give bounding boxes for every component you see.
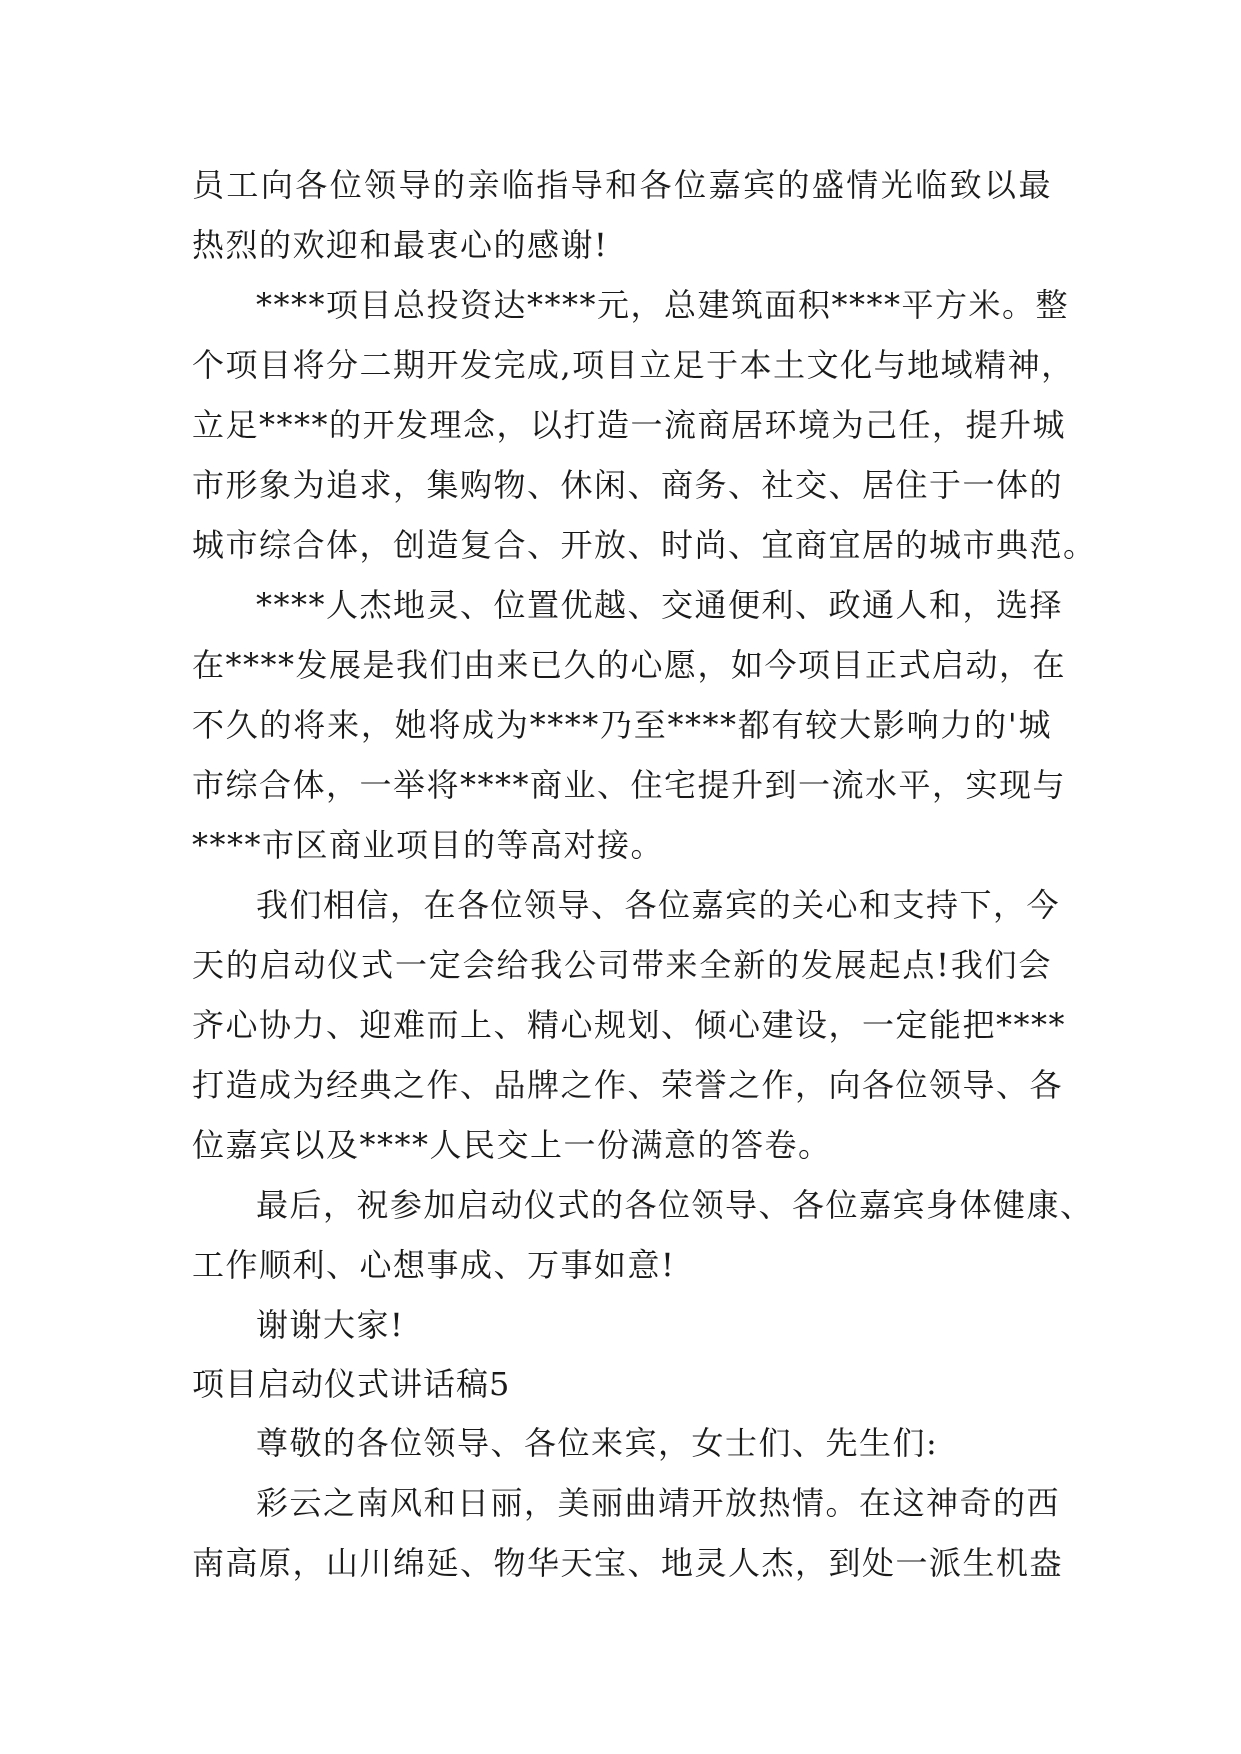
text-line: 员工向各位领导的亲临指导和各位嘉宾的盛情光临致以最 <box>192 166 1052 204</box>
salutation: 尊敬的各位领导、各位来宾，女士们、先生们: <box>256 1424 939 1462</box>
paragraph-first-line: 彩云之南风和日丽，美丽曲靖开放热情。在这神奇的西 <box>256 1484 1061 1522</box>
text-line: 市综合体，一举将****商业、住宅提升到一流水平，实现与 <box>192 766 1067 804</box>
section-title: 项目启动仪式讲话稿5 <box>192 1365 511 1403</box>
text-line: 城市综合体，创造复合、开放、时尚、宜商宜居的城市典范。 <box>192 526 1097 564</box>
text-line: 天的启动仪式一定会给我公司带来全新的发展起点!我们会 <box>192 946 1052 984</box>
closing-line: 谢谢大家! <box>256 1306 405 1344</box>
text-line: 在****发展是我们由来已久的心愿，如今项目正式启动，在 <box>192 646 1067 684</box>
text-line: 热烈的欢迎和最衷心的感谢! <box>192 226 609 264</box>
text-line: 市形象为追求，集购物、休闲、商务、社交、居住于一体的 <box>192 466 1064 504</box>
text-line: 位嘉宾以及****人民交上一份满意的答卷。 <box>192 1126 832 1164</box>
paragraph-first-line: 最后，祝参加启动仪式的各位领导、各位嘉宾身体健康、 <box>256 1186 1094 1224</box>
text-line: 工作顺利、心想事成、万事如意! <box>192 1246 676 1284</box>
text-line: ****市区商业项目的等高对接。 <box>192 826 665 864</box>
text-line: 不久的将来，她将成为****乃至****都有较大影响力的'城 <box>192 706 1052 744</box>
text-line: 齐心协力、迎难而上、精心规划、倾心建设，一定能把**** <box>192 1006 1067 1044</box>
text-line: 南高原，山川绵延、物华天宝、地灵人杰，到处一派生机盎 <box>192 1544 1064 1582</box>
paragraph-first-line: 我们相信，在各位领导、各位嘉宾的关心和支持下，今 <box>256 886 1061 924</box>
text-line: 打造成为经典之作、品牌之作、荣誉之作，向各位领导、各 <box>192 1066 1064 1104</box>
text-line: 个项目将分二期开发完成,项目立足于本土文化与地域精神， <box>192 346 1075 384</box>
text-line: 立足****的开发理念，以打造一流商居环境为己任，提升城 <box>192 406 1067 444</box>
document-body <box>192 155 1097 1593</box>
paragraph-first-line: ****项目总投资达****元，总建筑面积****平方米。整 <box>256 286 1070 324</box>
paragraph-first-line: ****人杰地灵、位置优越、交通便利、政通人和，选择 <box>256 586 1064 624</box>
